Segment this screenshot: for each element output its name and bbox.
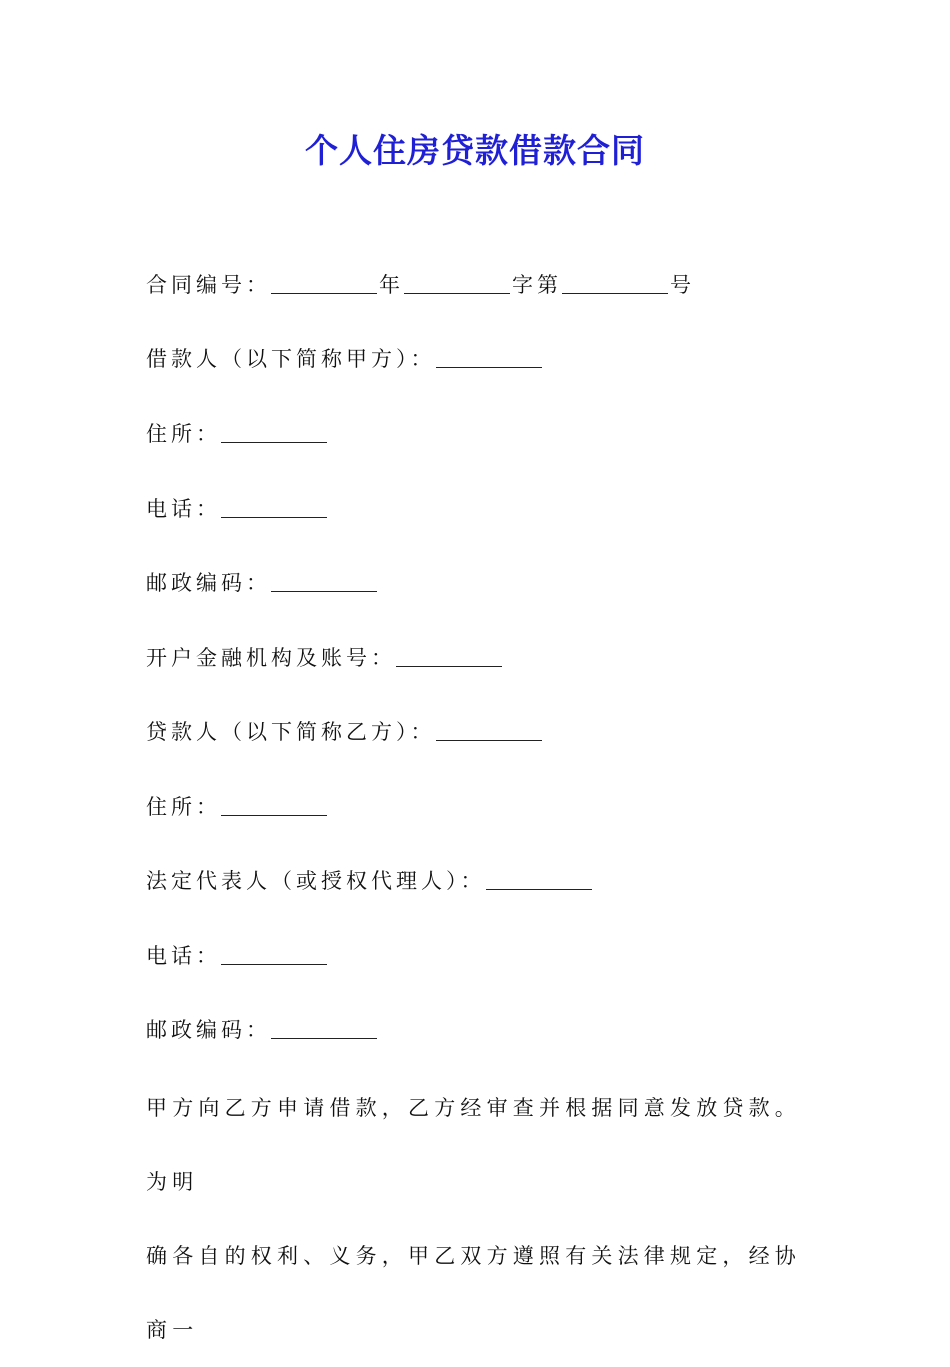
agreement-paragraph (146, 1071, 816, 1367)
field-blank[interactable] (271, 1016, 377, 1039)
field-label: 住所： (146, 422, 221, 446)
field-legal-representative (146, 866, 594, 896)
field-label: 电话： (146, 497, 221, 521)
field-blank[interactable] (486, 867, 592, 890)
field-lender (146, 717, 544, 747)
contract-no-blank[interactable] (562, 271, 668, 294)
field-label: 电话： (146, 944, 221, 968)
contract-char-blank[interactable] (404, 271, 510, 294)
field-borrower-address (146, 419, 329, 449)
field-blank[interactable] (221, 420, 327, 443)
field-borrower-phone (146, 494, 329, 524)
document-title: 个人住房贷款借款合同 (305, 131, 645, 170)
field-label: 借款人（以下简称甲方）： (146, 347, 436, 371)
paragraph-line: 甲方向乙方申请借款，乙方经审查并根据同意发放贷款。为明 (146, 1096, 801, 1194)
field-blank[interactable] (221, 793, 327, 816)
contract-year-suffix: 年 (379, 273, 404, 297)
paragraph-line: 确各自的权利、义务，甲乙双方遵照有关法律规定，经协商一 (146, 1244, 801, 1342)
field-lender-phone (146, 941, 329, 971)
field-blank[interactable] (436, 718, 542, 741)
field-label: 邮政编码： (146, 1018, 271, 1042)
contract-no-suffix: 号 (670, 273, 695, 297)
contract-year-blank[interactable] (271, 271, 377, 294)
field-label: 住所： (146, 795, 221, 819)
field-label: 法定代表人（或授权代理人）： (146, 869, 486, 893)
field-lender-address (146, 792, 329, 822)
contract-number-label: 合同编号： (146, 273, 271, 297)
field-label: 开户金融机构及账号： (146, 646, 396, 670)
field-blank[interactable] (396, 644, 502, 667)
field-blank[interactable] (221, 942, 327, 965)
field-lender-postcode (146, 1015, 379, 1045)
contract-char-suffix: 字第 (512, 273, 562, 297)
field-borrower-postcode (146, 568, 379, 598)
field-blank[interactable] (436, 345, 542, 368)
field-label: 贷款人（以下简称乙方）： (146, 720, 436, 744)
contract-number-line (146, 270, 695, 300)
field-bank-account (146, 643, 504, 673)
field-borrower (146, 344, 544, 374)
field-blank[interactable] (271, 569, 377, 592)
field-blank[interactable] (221, 495, 327, 518)
field-label: 邮政编码： (146, 571, 271, 595)
